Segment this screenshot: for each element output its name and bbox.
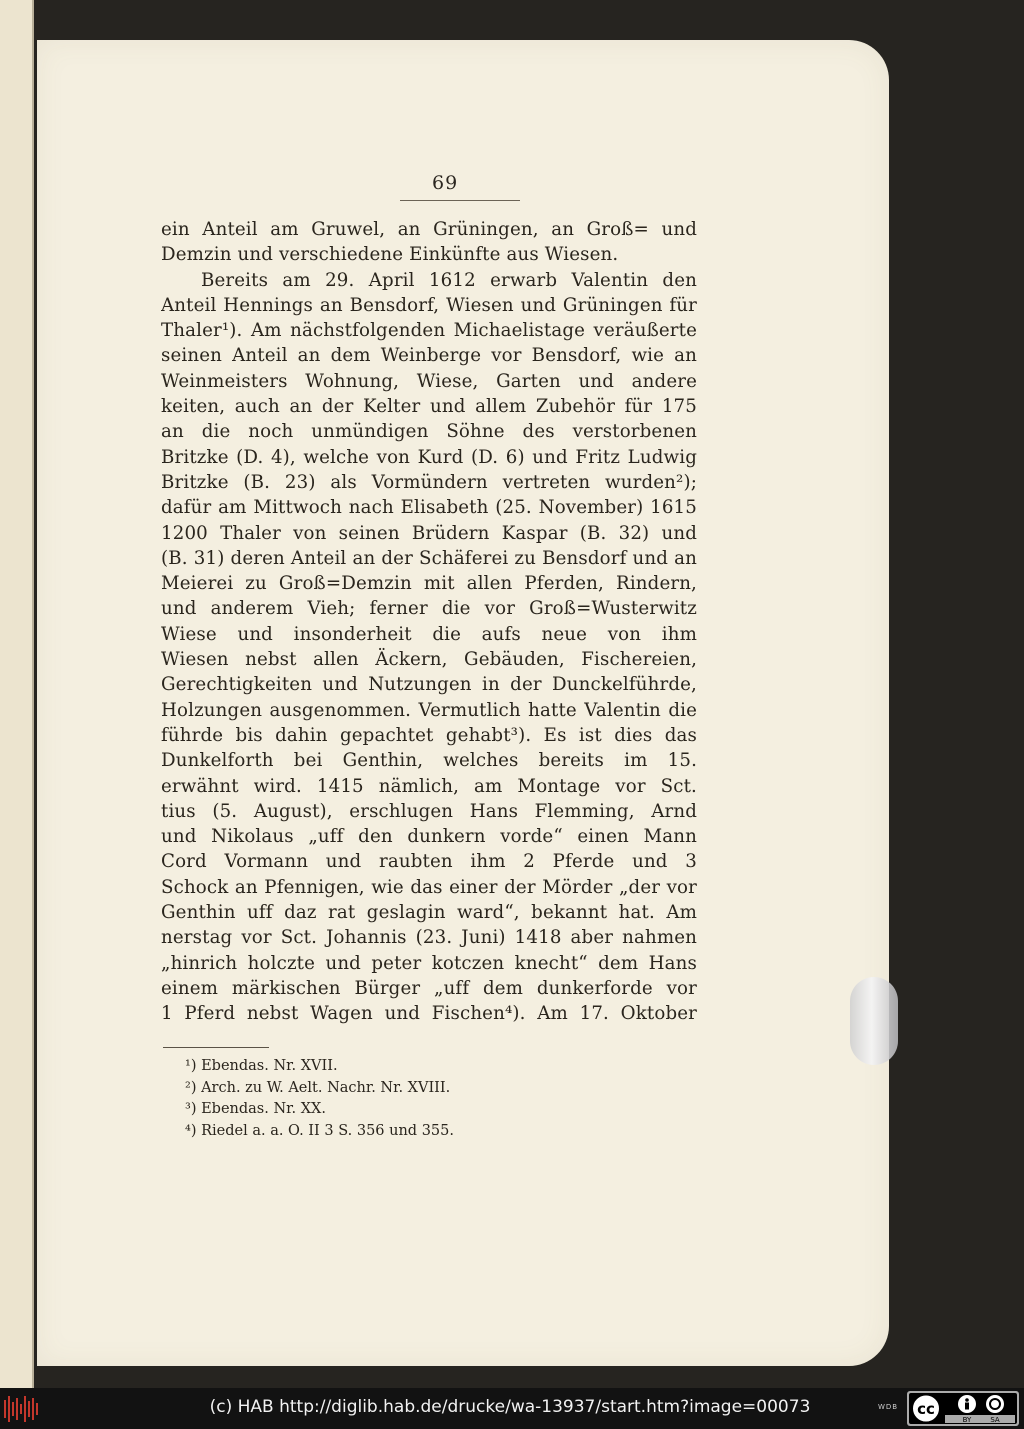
text-line: nerstag vor Sct. Johannis (23. Juni) 1418 aber nahmen	[161, 927, 697, 949]
text-line: „hinrich holczte und peter kotczen knecht“ dem Hans	[161, 952, 697, 974]
footnote: ¹) Ebendas. Nr. XVII.	[185, 1058, 338, 1074]
text-line: (B. 31) deren Anteil an der Schäferei zu Bensdorf und an	[161, 547, 697, 569]
text-line: keiten, auch an der Kelter und allem Zubehör für 175	[161, 396, 697, 418]
text-line: Meierei zu Groß=Demzin mit allen Pferden, Rindern,	[161, 573, 697, 595]
footnote: ³) Ebendas. Nr. XX.	[185, 1101, 326, 1117]
footnote: ⁴) Riedel a. a. O. II 3 S. 356 und 355.	[185, 1122, 454, 1139]
text-line: 1200 Thaler von seinen Brüdern Kaspar (B. 32) und	[161, 522, 697, 544]
footnote-rule	[163, 1047, 269, 1048]
text-line: Weinmeisters Wohnung, Wiese, Garten und andere	[161, 370, 697, 392]
text-line: Gerechtigkeiten und Nutzungen in der Dunckelführde,	[161, 674, 697, 696]
text-line: Schock an Pfennigen, wie das einer der Mörder „der vor	[161, 876, 697, 898]
text-line: Thaler¹). Am nächstfolgenden Michaelistage veräußerte	[161, 320, 697, 342]
footer-tag: WDB	[878, 1403, 899, 1411]
text-line: dafür am Mittwoch nach Elisabeth (25. November) 1615	[161, 497, 697, 519]
left-page-margin	[0, 0, 34, 1388]
text-line: ein Anteil am Gruwel, an Grüningen, an Groß= und	[161, 219, 697, 240]
text-line: Demzin und verschiedene Einkünfte aus Wiesen.	[161, 244, 619, 266]
hab-logo-icon	[4, 1396, 40, 1422]
text-line: an die noch unmündigen Söhne des verstorbenen	[161, 421, 697, 443]
license-by-label: BY	[962, 1416, 972, 1424]
text-line: Wiesen nebst allen Äckern, Gebäuden, Fischereien,	[161, 649, 697, 671]
cc-by-sa-license-icon[interactable]	[907, 1391, 1019, 1426]
text-line: Anteil Hennings an Bensdorf, Wiesen und Grüningen für	[161, 294, 697, 316]
text-line: Holzungen ausgenommen. Vermutlich hatte Valentin die	[161, 699, 697, 721]
text-line: und anderem Vieh; ferner die vor Groß=Wusterwitz	[161, 598, 697, 620]
license-sa-label: SA	[990, 1416, 1000, 1424]
book-page	[37, 40, 889, 1366]
text-line: seinen Anteil an dem Weinberge vor Bensdorf, wie an	[161, 345, 697, 367]
text-line: Britzke (B. 23) als Vormündern vertreten wurden²);	[161, 471, 697, 493]
text-line: 1 Pferd nebst Wagen und Fischen⁴). Am 17. Oktober	[161, 1003, 697, 1025]
body-text	[161, 217, 697, 1027]
text-line: und Nikolaus „uff den dunkern vorde“ einen Mann	[161, 826, 697, 848]
text-line: Dunkelforth bei Genthin, welches bereits im 15.	[161, 750, 697, 772]
page-number-rule	[400, 200, 520, 201]
text-line: erwähnt wird. 1415 nämlich, am Montage vor Sct.	[161, 775, 697, 797]
svg-text:cc: cc	[917, 1400, 935, 1418]
footnote: ²) Arch. zu W. Aelt. Nachr. Nr. XVIII.	[185, 1079, 451, 1096]
text-line: Bereits am 29. April 1612 erwarb Valentin den	[201, 269, 697, 291]
text-line: einem märkischen Bürger „uff dem dunkerforde vor	[161, 977, 697, 999]
text-line: Wiese und insonderheit die aufs neue von ihm	[161, 623, 697, 645]
page-clip	[850, 977, 898, 1065]
text-line: tius (5. August), erschlugen Hans Flemming, Arnd	[161, 800, 697, 822]
page-number: 69	[432, 172, 459, 194]
text-line: Cord Vormann und raubten ihm 2 Pferde und 3	[161, 851, 697, 873]
text-line: Genthin uff daz rat geslagin ward“, bekannt hat. Am	[161, 902, 697, 924]
text-line: Britzke (D. 4), welche von Kurd (D. 6) und Fritz Ludwig	[161, 446, 697, 468]
footer-credit-link[interactable]: (c) HAB http://diglib.hab.de/drucke/wa-13937/start.htm?image=00073	[209, 1397, 811, 1417]
footnotes	[185, 1056, 665, 1142]
text-line: führde bis dahin gepachtet gehabt³). Es ist dies das	[161, 724, 697, 746]
footer-bar	[0, 1388, 1024, 1429]
